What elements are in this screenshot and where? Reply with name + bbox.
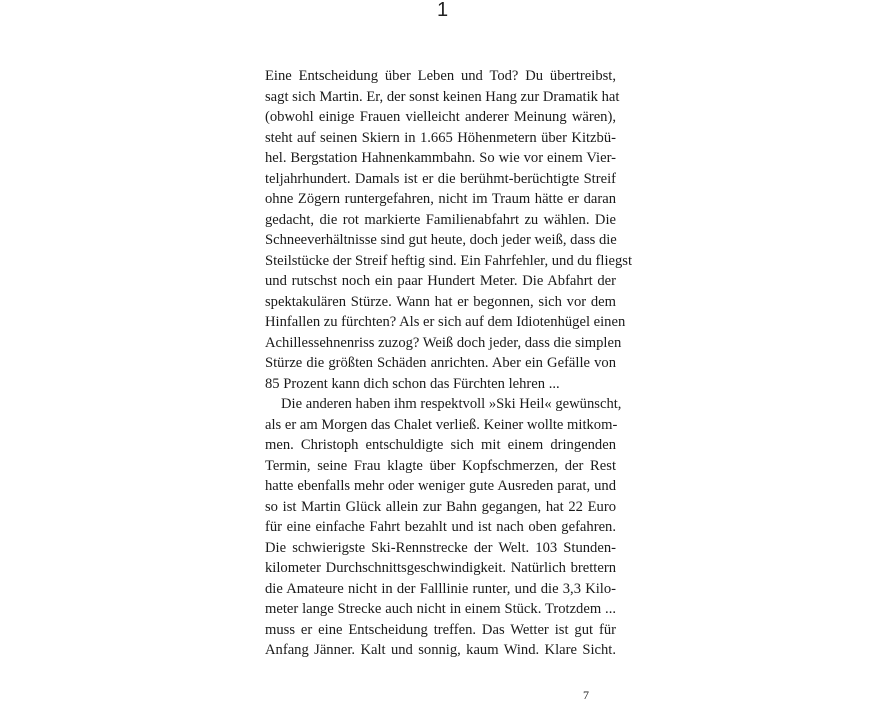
paragraph-2 — [265, 394, 622, 661]
text-line: hel. Bergstation Hahnenkammbahn. So wie vor einem Vier- — [265, 150, 616, 166]
text-line: gedacht, die rot markierte Familienabfahrt zu wählen. Die — [265, 211, 616, 228]
text-line: spektakulären Stürze. Wann hat er begonnen, sich vor dem — [265, 293, 616, 310]
text-line: die Amateure nicht in der Falllinie runter, und die 3,3 Kilo- — [265, 580, 616, 597]
text-line: für eine einfache Fahrt bezahlt und ist nach oben gefahren. — [265, 519, 616, 535]
text-line: kilometer Durchschnittsgeschwindigkeit. Natürlich brettern — [265, 560, 616, 576]
text-line: als er am Morgen das Chalet verließ. Keiner wollte mitkom- — [265, 416, 618, 433]
text-line: Termin, seine Frau klagte über Kopfschmerzen, der Rest — [265, 457, 616, 474]
text-line: Anfang Jänner. Kalt und sonnig, kaum Wind. Klare Sicht. — [265, 642, 616, 658]
text-line: und rutschst noch ein paar Hundert Meter. Die Abfahrt der — [265, 273, 616, 289]
text-line: Steilstücke der Streif heftig sind. Ein Fahrfehler, und du fliegst — [265, 252, 633, 269]
chapter-number: 1 — [436, 0, 449, 21]
text-line: Die schwierigste Ski-Rennstrecke der Welt. 103 Stunden- — [265, 539, 616, 556]
page-number: 7 — [583, 688, 589, 702]
text-line: teljahrhundert. Damals ist er die berühmt-berüchtigte Streif — [265, 170, 616, 187]
text-line: Schneeverhältnisse sind gut heute, doch jeder weiß, dass die — [265, 232, 617, 248]
text-line: Die anderen haben ihm respektvoll »Ski Heil« gewünscht, — [281, 396, 622, 412]
text-line: meter lange Strecke auch nicht in einem Stück. Trotzdem ... — [265, 601, 616, 617]
text-line: Hinfallen zu fürchten? Als er sich auf dem Idiotenhügel einen — [265, 314, 626, 330]
text-line: ohne Zögern runtergefahren, nicht im Traum hätte er daran — [265, 191, 616, 207]
text-line: hatte ebenfalls mehr oder weniger gute Ausreden parat, und — [265, 478, 616, 494]
paragraph-1 — [265, 66, 633, 394]
text-line: 85 Prozent kann dich schon das Fürchten lehren ... — [265, 375, 560, 392]
body-text — [265, 66, 633, 661]
text-line: Stürze die größten Schäden anrichten. Aber ein Gefälle von — [265, 355, 616, 371]
text-line: muss er eine Entscheidung treffen. Das Wetter ist gut für — [265, 621, 616, 638]
text-line: sagt sich Martin. Er, der sonst keinen Hang zur Dramatik hat — [265, 88, 620, 105]
text-line: Eine Entscheidung über Leben und Tod? Du übertreibst, — [265, 68, 616, 84]
text-line: so ist Martin Glück allein zur Bahn gegangen, hat 22 Euro — [265, 498, 616, 515]
text-line: men. Christoph entschuldigte sich mit einem dringenden — [265, 437, 616, 453]
text-line: (obwohl einige Frauen vielleicht anderer Meinung wären), — [265, 109, 616, 125]
text-line: steht auf seinen Skiern in 1.665 Höhenmetern über Kitzbü- — [265, 129, 616, 146]
text-line: Achillessehnenriss zuzog? Weiß doch jeder, dass die simplen — [265, 334, 622, 351]
